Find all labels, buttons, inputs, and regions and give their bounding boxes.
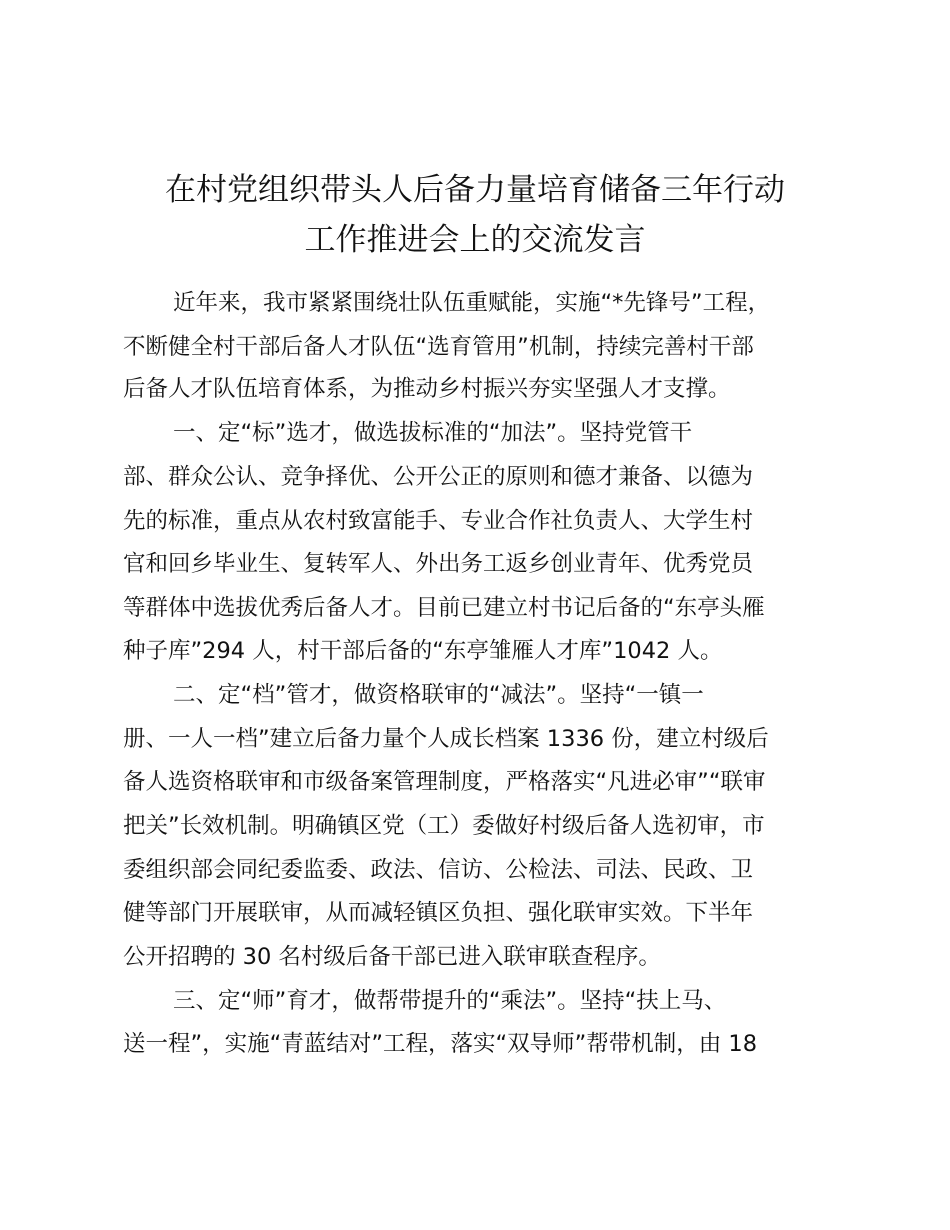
body-paragraph-3-line-6: 健等部门开展联审，从而减轻镇区负担、强化联审实效。下半年 (123, 900, 754, 926)
body-paragraph-2-line-6: 种子库”294 人，村干部后备的“东亭雏雁人才库”1042 人。 (123, 638, 723, 664)
body-paragraph-1-line-3: 后备人才队伍培育体系，为推动乡村振兴夯实坚强人才支撑。 (123, 376, 731, 402)
body-paragraph-3-line-2: 册、一人一档”建立后备力量个人成长档案 1336 份，建立村级后 (123, 726, 769, 752)
body-paragraph-2-line-4: 官和回乡毕业生、复转军人、外出务工返乡创业青年、优秀党员 (123, 551, 754, 577)
body-paragraph-1-line-2: 不断健全村干部后备人才队伍“选育管用”机制，持续完善村干部 (123, 334, 754, 360)
body-paragraph-3-line-4: 把关”长效机制。明确镇区党（工）委做好村级后备人选初审，市 (123, 813, 765, 839)
body-paragraph-3-line-5: 委组织部会同纪委监委、政法、信访、公检法、司法、民政、卫 (123, 857, 754, 883)
body-paragraph-3-line-7: 公开招聘的 30 名村级后备干部已进入联审联查程序。 (123, 944, 661, 970)
body-paragraph-1-line-1: 近年来，我市紧紧围绕壮队伍重赋能，实施“*先锋号”工程， (173, 290, 771, 316)
body-paragraph-2-line-1: 一、定“标”选才，做选拔标准的“加法”。坚持党管干 (173, 420, 693, 446)
body-paragraph-2-line-3: 先的标准，重点从农村致富能手、专业合作社负责人、大学生村 (123, 508, 754, 534)
body-paragraph-2-line-5: 等群体中选拔优秀后备人才。目前已建立村书记后备的“东亭头雁 (123, 595, 765, 621)
body-paragraph-3-line-1: 二、定“档”管才，做资格联审的“减法”。坚持“一镇一 (173, 682, 704, 708)
body-paragraph-3-line-3: 备人选资格联审和市级备案管理制度，严格落实“凡进必审”“联审 (123, 769, 766, 795)
body-paragraph-2-line-2: 部、群众公认、竞争择优、公开公正的原则和德才兼备、以德为 (123, 464, 754, 490)
document-title-line-2: 工作推进会上的交流发言 (304, 222, 646, 258)
body-paragraph-4-line-2: 送一程”，实施“青蓝结对”工程，落实“双导师”帮带机制，由 18 (123, 1031, 758, 1057)
document-title-line-1: 在村党组织带头人后备力量培育储备三年行动 (165, 172, 785, 208)
body-paragraph-4-line-1: 三、定“师”育才，做帮带提升的“乘法”。坚持“扶上马、 (173, 988, 727, 1014)
